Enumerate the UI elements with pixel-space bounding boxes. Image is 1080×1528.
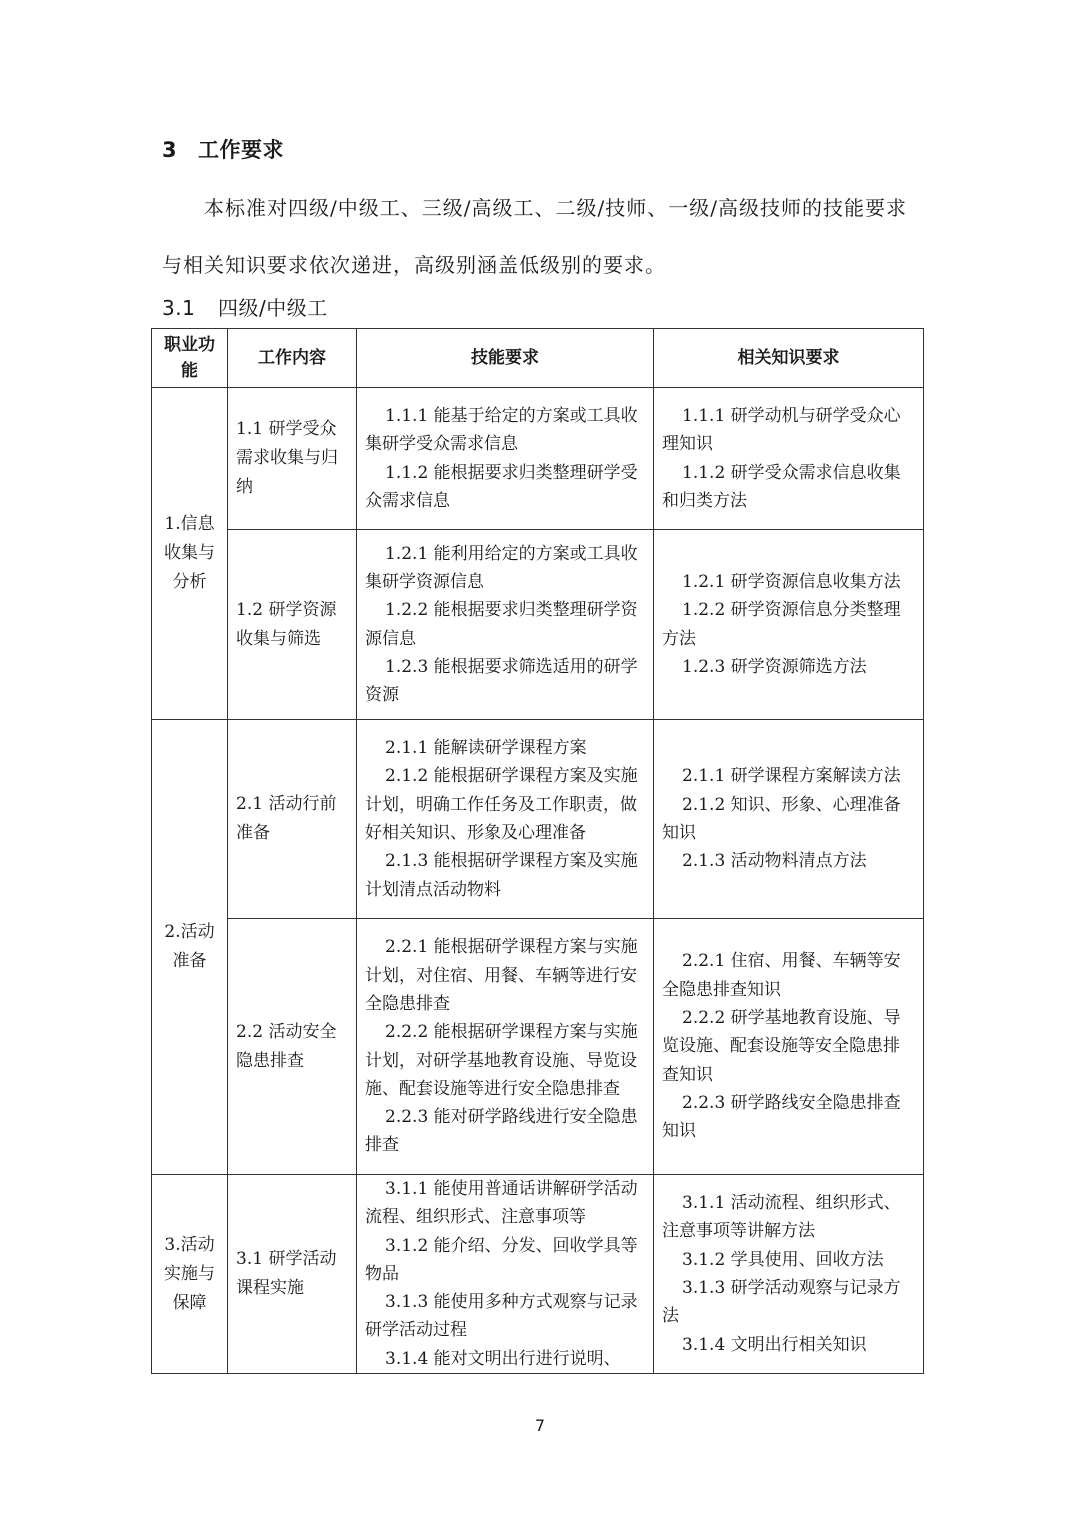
knowledge-cell <box>654 1175 924 1374</box>
knowledge-item: 2.1.1 研学课程方案解读方法 <box>682 766 901 787</box>
skills-cell <box>357 1175 654 1374</box>
table-row <box>152 530 924 720</box>
skills-cell <box>357 720 654 919</box>
function-cell: 2.活动准备 <box>152 720 228 1175</box>
skills-cell <box>357 530 654 720</box>
knowledge-item: 2.1.2 知识、形象、心理准备知识 <box>662 794 901 843</box>
knowledge-item: 2.2.3 研学路线安全隐患排查知识 <box>662 1092 901 1142</box>
knowledge-item: 3.1.2 学具使用、回收方法 <box>682 1249 884 1270</box>
header-function: 职业功能 <box>152 329 228 388</box>
skill-item: 2.2.3 能对研学路线进行安全隐患排查 <box>365 1107 638 1156</box>
content-cell: 2.2 活动安全隐患排查 <box>228 919 357 1175</box>
content-cell: 1.2 研学资源收集与筛选 <box>228 530 357 720</box>
table-row <box>152 720 924 919</box>
requirements-table <box>151 328 924 1374</box>
knowledge-item: 1.1.1 研学动机与研学受众心理知识 <box>662 405 901 455</box>
content-cell: 1.1 研学受众需求收集与归纳 <box>228 388 357 530</box>
skill-item: 2.1.3 能根据研学课程方案及实施计划清点活动物料 <box>365 851 638 900</box>
header-knowledge: 相关知识要求 <box>654 329 924 388</box>
page-number: 7 <box>534 1416 546 1435</box>
table-row <box>152 1175 924 1374</box>
knowledge-item: 1.2.1 研学资源信息收集方法 <box>682 571 901 592</box>
table-row <box>152 388 924 530</box>
content-cell: 3.1 研学活动课程实施 <box>228 1175 357 1374</box>
skill-item: 3.1.4 能对文明出行进行说明、 <box>385 1348 621 1369</box>
skill-item: 1.2.1 能利用给定的方案或工具收集研学资源信息 <box>365 543 638 592</box>
skill-item: 2.1.2 能根据研学课程方案及实施计划，明确工作任务及工作职责，做好相关知识、形象及心理准备 <box>365 766 638 843</box>
knowledge-item: 2.1.3 活动物料清点方法 <box>682 851 867 872</box>
knowledge-cell <box>654 919 924 1175</box>
knowledge-item: 2.2.1 住宿、用餐、车辆等安全隐患排查知识 <box>662 951 901 1000</box>
section-heading <box>162 134 284 164</box>
subsection-number: 3.1 <box>162 296 196 320</box>
knowledge-item: 3.1.3 研学活动观察与记录方法 <box>662 1278 901 1327</box>
skill-item: 1.2.2 能根据要求归类整理研学资源信息 <box>365 600 638 649</box>
knowledge-item: 3.1.4 文明出行相关知识 <box>682 1334 867 1355</box>
knowledge-cell <box>654 388 924 530</box>
content-cell: 2.1 活动行前准备 <box>228 720 357 919</box>
knowledge-item: 1.2.3 研学资源筛选方法 <box>682 656 867 677</box>
header-content: 工作内容 <box>228 329 357 388</box>
skill-item: 1.1.1 能基于给定的方案或工具收集研学受众需求信息 <box>365 405 638 455</box>
skills-cell <box>357 388 654 530</box>
section-title: 工作要求 <box>198 138 284 162</box>
knowledge-cell <box>654 530 924 720</box>
knowledge-item: 2.2.2 研学基地教育设施、导览设施、配套设施等安全隐患排查知识 <box>662 1008 901 1085</box>
header-skills: 技能要求 <box>357 329 654 388</box>
skill-item: 3.1.1 能使用普通话讲解研学活动流程、组织形式、注意事项等 <box>365 1179 638 1228</box>
skill-item: 3.1.2 能介绍、分发、回收学具等物品 <box>365 1235 638 1284</box>
knowledge-item: 1.2.2 研学资源信息分类整理方法 <box>662 600 901 649</box>
skill-item: 2.2.2 能根据研学课程方案与实施计划，对研学基地教育设施、导览设施、配套设施等进行安全隐患排查 <box>365 1022 638 1099</box>
knowledge-item: 3.1.1 活动流程、组织形式、注意事项等讲解方法 <box>662 1193 901 1242</box>
function-cell: 3.活动实施与保障 <box>152 1175 228 1374</box>
skill-item: 3.1.3 能使用多种方式观察与记录研学活动过程 <box>365 1292 638 1341</box>
subsection-heading <box>162 292 328 321</box>
table-row <box>152 919 924 1175</box>
skill-item: 1.2.3 能根据要求筛选适用的研学资源 <box>365 656 638 706</box>
intro-paragraph: 本标准对四级/中级工、三级/高级工、二级/技师、一级/高级技师的技能要求与相关知识要求依次递进，高级别涵盖低级别的要求。 <box>162 196 907 277</box>
subsection-title: 四级/中级工 <box>218 296 328 320</box>
section-number: 3 <box>162 138 178 162</box>
skills-cell <box>357 919 654 1175</box>
skill-item: 1.1.2 能根据要求归类整理研学受众需求信息 <box>365 462 638 511</box>
knowledge-item: 1.1.2 研学受众需求信息收集和归类方法 <box>662 462 901 511</box>
skill-item: 2.2.1 能根据研学课程方案与实施计划，对住宿、用餐、车辆等进行安全隐患排查 <box>365 937 638 1014</box>
skill-item: 2.1.1 能解读研学课程方案 <box>385 738 587 759</box>
function-cell: 1.信息收集与分析 <box>152 388 228 720</box>
knowledge-cell <box>654 720 924 919</box>
table-header-row <box>152 329 924 388</box>
